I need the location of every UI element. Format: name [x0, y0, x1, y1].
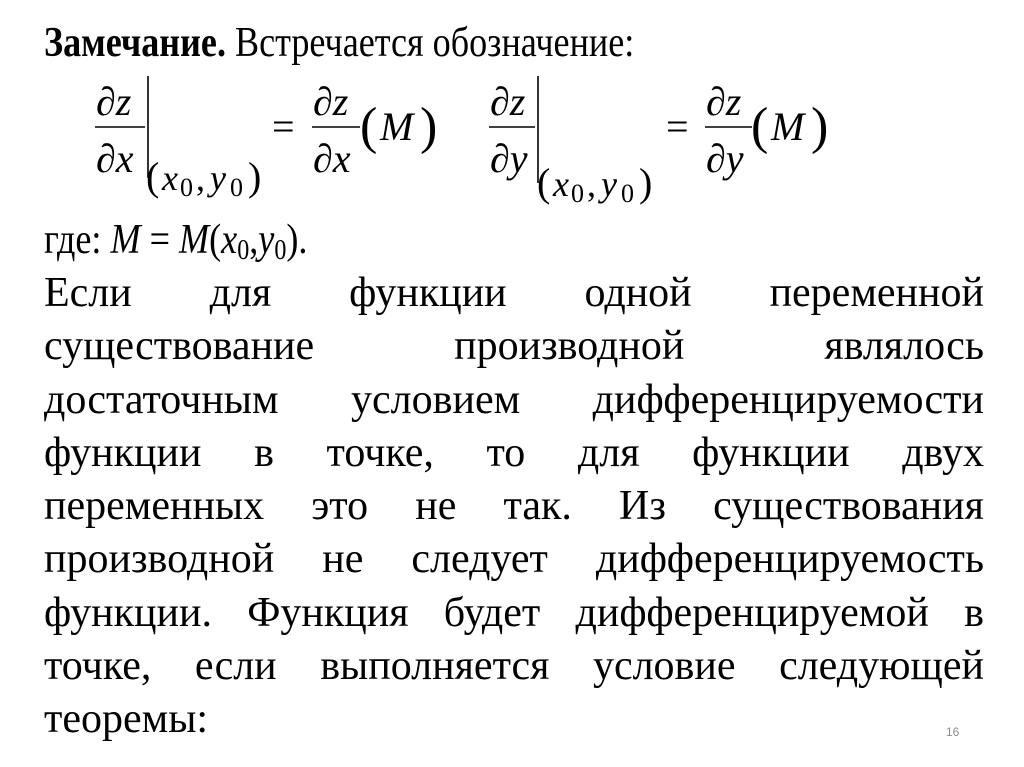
f2-x: x: [553, 164, 569, 204]
where-open: (: [209, 217, 222, 263]
paragraph-word: дифференцируемости: [592, 376, 984, 423]
paragraph-word: будет: [443, 589, 541, 636]
paragraph-line: [44, 480, 984, 533]
paragraph-word: двух: [902, 429, 984, 476]
where-x: x: [221, 217, 238, 263]
f2-rhs-lparen: (: [751, 98, 769, 155]
paragraph-word: достаточным: [44, 376, 279, 423]
paragraph-word: дифференцируемой: [575, 589, 929, 636]
f2-rhs-denominator: ∂y: [706, 136, 744, 181]
paragraph-word: производной: [454, 323, 685, 370]
paragraph-word: выполняется: [320, 643, 550, 690]
f2-equals: =: [666, 104, 689, 149]
f1-rhs-lparen: (: [360, 98, 378, 155]
paragraph-line: [44, 267, 984, 320]
f1-equals: =: [272, 104, 295, 149]
f2-rparen: ): [639, 160, 653, 205]
f1-numerator: ∂z: [96, 79, 132, 124]
paragraph-line: [44, 427, 984, 480]
heading-rest: Встречается обозначение:: [225, 20, 635, 66]
where-close: ).: [286, 217, 308, 263]
paragraph-line: [44, 587, 984, 640]
f2-rhs-numerator: ∂z: [706, 79, 742, 124]
where-M: M: [110, 217, 141, 263]
paragraph-word: условием: [351, 376, 521, 423]
paragraph-word: не: [415, 483, 457, 530]
f1-rhs-M: M: [380, 104, 414, 149]
paragraph-line: [44, 693, 984, 746]
f1-lparen: (: [146, 154, 160, 199]
paragraph-word: функции: [44, 429, 202, 476]
paragraph-word: то: [486, 429, 526, 476]
paragraph-word: так.: [503, 483, 572, 530]
paragraph-word: существование: [44, 323, 315, 370]
where-x-sub: 0: [237, 235, 250, 266]
paragraph-word: теоремы:: [44, 696, 209, 743]
paragraph-word: Функция: [247, 589, 409, 636]
where-comma: ,: [249, 217, 259, 263]
paragraph-word: функции: [692, 429, 850, 476]
f2-numerator: ∂z: [490, 79, 526, 124]
f1-comma: ,: [196, 158, 205, 198]
body-paragraph: [44, 267, 984, 747]
where-eq: =: [140, 217, 180, 263]
f1-x-sub: 0: [180, 173, 193, 202]
where-y-sub: 0: [274, 235, 287, 266]
heading-bold: Замечание.: [44, 20, 226, 66]
f2-x-sub: 0: [571, 179, 584, 208]
paragraph-word: дифференцируемость: [595, 536, 984, 583]
f2-rhs-M: M: [771, 104, 805, 149]
f2-y: y: [601, 164, 617, 204]
f2-comma: ,: [587, 164, 596, 204]
f1-denominator: ∂x: [96, 136, 134, 181]
f1-y: y: [210, 158, 226, 198]
f1-rparen: ): [248, 154, 262, 199]
f1-y-sub: 0: [230, 173, 243, 202]
paragraph-word: условие: [592, 643, 736, 690]
f2-rhs-rparen: ): [811, 98, 829, 155]
paragraph-word: не: [322, 536, 364, 583]
paragraph-word: функции.: [44, 589, 212, 636]
notation-formulas: [0, 0, 1024, 240]
paragraph-word: следует: [411, 536, 548, 583]
paragraph-word: являлось: [824, 323, 984, 370]
paragraph-line: [44, 640, 984, 693]
paragraph-line: [44, 320, 984, 373]
f1-rhs-numerator: ∂z: [313, 79, 349, 124]
paragraph-word: для: [209, 270, 272, 316]
paragraph-line: [44, 533, 984, 586]
where-label: где:: [44, 217, 111, 263]
paragraph-word: следующей: [779, 643, 984, 690]
f2-y-sub: 0: [621, 179, 634, 208]
f2-denominator: ∂y: [490, 136, 528, 181]
paragraph-word: в: [254, 429, 274, 476]
paragraph-word: одной: [584, 270, 692, 316]
paragraph-word: функции: [349, 270, 507, 316]
paragraph-word: переменных: [44, 483, 265, 530]
where-definition: [44, 213, 307, 267]
paragraph-word: точке,: [326, 429, 434, 476]
paragraph-word: в: [964, 589, 984, 636]
formula-partial-y: [489, 76, 828, 208]
formula-partial-x: [95, 76, 437, 202]
paragraph-line: [44, 374, 984, 427]
paragraph-word: точке,: [44, 643, 152, 690]
paragraph-word: существования: [713, 483, 984, 530]
page-number: 16: [946, 725, 960, 739]
f1-rhs-denominator: ∂x: [313, 136, 351, 181]
paragraph-word: Если: [44, 270, 132, 316]
paragraph-word: переменной: [769, 270, 984, 316]
paragraph-word: это: [311, 483, 369, 530]
paragraph-word: если: [194, 643, 277, 690]
f1-x: x: [162, 158, 178, 198]
paragraph-word: Из: [619, 483, 666, 530]
where-M2: M: [179, 217, 210, 263]
paragraph-word: для: [577, 429, 640, 476]
where-y: y: [258, 217, 275, 263]
paragraph-word: производной: [44, 536, 275, 583]
f2-lparen: (: [537, 160, 551, 205]
f1-rhs-rparen: ): [420, 98, 438, 155]
